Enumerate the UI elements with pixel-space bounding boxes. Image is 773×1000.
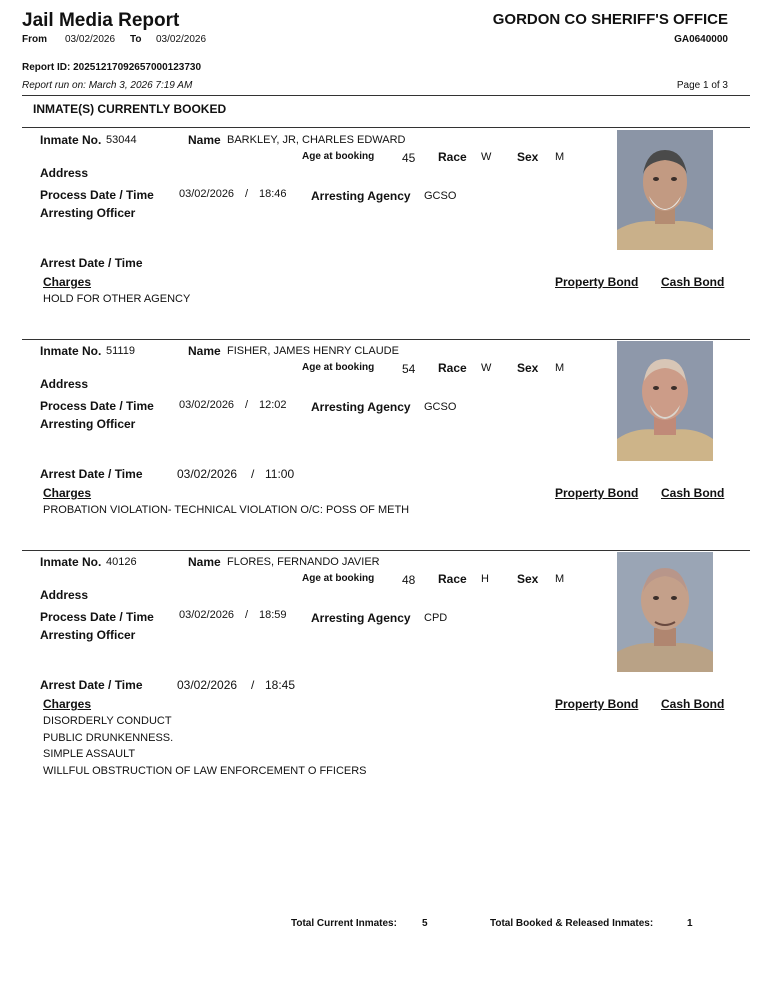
arrest-label: Arrest Date / Time <box>40 256 143 270</box>
process-label: Process Date / Time <box>40 399 154 413</box>
process-date: 03/02/2026 <box>179 188 235 200</box>
agency-label: Arresting Agency <box>311 189 411 203</box>
charge-item: DISORDERLY CONDUCT <box>43 715 172 727</box>
inmate-photo <box>617 130 713 250</box>
charges-label: Charges <box>43 486 92 500</box>
inmate-name: FLORES, FERNANDO JAVIER <box>227 556 380 568</box>
arrest-date: 03/02/2026 <box>177 467 238 481</box>
report-run: Report run on: March 3, 2026 7:19 AM <box>22 80 193 91</box>
charge-item: WILLFUL OBSTRUCTION OF LAW ENFORCEMENT O FFICERS <box>43 765 367 777</box>
charges-label: Charges <box>43 697 92 711</box>
name-label: Name <box>188 555 221 569</box>
slash: / <box>245 188 249 200</box>
age-label: Age at booking <box>302 573 375 584</box>
process-label: Process Date / Time <box>40 188 154 202</box>
record-divider <box>22 550 750 551</box>
race-label: Race <box>438 361 467 375</box>
inmate-no: 51119 <box>106 345 135 357</box>
process-date: 03/02/2026 <box>179 609 235 621</box>
to-date: 03/02/2026 <box>156 34 207 45</box>
from-label: From <box>22 34 47 45</box>
property-bond-label: Property Bond <box>555 697 639 711</box>
sex-value: M <box>555 573 565 585</box>
office-code: GA0640000 <box>674 34 728 45</box>
office-name: GORDON CO SHERIFF'S OFFICE <box>492 11 728 28</box>
agency-label: Arresting Agency <box>311 611 411 625</box>
charge-item: PROBATION VIOLATION- TECHNICAL VIOLATION O/C: POSS OF METH <box>43 504 410 516</box>
process-time: 18:59 <box>259 609 287 621</box>
from-date: 03/02/2026 <box>65 34 116 45</box>
agency-value: CPD <box>424 612 448 624</box>
report-title: Jail Media Report <box>22 10 180 31</box>
agency-value: GCSO <box>424 190 457 202</box>
section-divider <box>22 127 750 128</box>
name-label: Name <box>188 133 221 147</box>
inmate-no-label: Inmate No. <box>40 344 102 358</box>
officer-label: Arresting Officer <box>40 628 136 642</box>
arrest-time: 11:00 <box>265 467 295 481</box>
process-time: 18:46 <box>259 188 287 200</box>
age-value: 54 <box>402 362 416 376</box>
property-bond-label: Property Bond <box>555 275 639 289</box>
inmate-photo <box>617 552 713 672</box>
race-value: W <box>481 362 492 374</box>
inmate-name: BARKLEY, JR, CHARLES EDWARD <box>227 134 406 146</box>
sex-value: M <box>555 151 565 163</box>
inmate-no-label: Inmate No. <box>40 133 102 147</box>
to-label: To <box>130 34 142 45</box>
address-label: Address <box>40 377 89 391</box>
inmate-no: 40126 <box>106 556 137 568</box>
process-label: Process Date / Time <box>40 610 154 624</box>
cash-bond-label: Cash Bond <box>661 697 725 711</box>
name-label: Name <box>188 344 221 358</box>
sex-label: Sex <box>517 150 539 164</box>
agency-value: GCSO <box>424 401 457 413</box>
sex-value: M <box>555 362 565 374</box>
officer-label: Arresting Officer <box>40 206 136 220</box>
report-id: Report ID: 20251217092657000123730 <box>22 62 202 73</box>
process-date: 03/02/2026 <box>179 399 235 411</box>
inmate-no: 53044 <box>106 134 137 146</box>
record-divider <box>22 339 750 340</box>
race-value: H <box>481 573 489 585</box>
header-divider <box>22 95 750 96</box>
total-current-value: 5 <box>422 918 428 929</box>
address-label: Address <box>40 588 89 602</box>
charge-item: SIMPLE ASSAULT <box>43 748 136 760</box>
process-time: 12:02 <box>259 399 287 411</box>
charge-item: PUBLIC DRUNKENNESS. <box>43 732 174 744</box>
slash: / <box>245 399 249 411</box>
sex-label: Sex <box>517 572 539 586</box>
charges-label: Charges <box>43 275 92 289</box>
page-number: Page 1 of 3 <box>676 80 728 91</box>
cash-bond-label: Cash Bond <box>661 275 725 289</box>
arrest-label: Arrest Date / Time <box>40 678 143 692</box>
agency-label: Arresting Agency <box>311 400 411 414</box>
age-label: Age at booking <box>302 362 375 373</box>
property-bond-label: Property Bond <box>555 486 639 500</box>
address-label: Address <box>40 166 89 180</box>
inmate-no-label: Inmate No. <box>40 555 102 569</box>
race-label: Race <box>438 150 467 164</box>
cash-bond-label: Cash Bond <box>661 486 725 500</box>
slash: / <box>245 609 249 621</box>
officer-label: Arresting Officer <box>40 417 136 431</box>
age-value: 45 <box>402 151 416 165</box>
arrest-time: 18:45 <box>265 678 296 692</box>
inmate-photo <box>617 341 713 461</box>
total-current-label: Total Current Inmates: <box>291 918 397 929</box>
sex-label: Sex <box>517 361 539 375</box>
slash: / <box>251 678 255 692</box>
arrest-date: 03/02/2026 <box>177 678 238 692</box>
inmate-name: FISHER, JAMES HENRY CLAUDE <box>227 345 399 357</box>
slash: / <box>251 467 255 481</box>
total-booked-label: Total Booked & Released Inmates: <box>490 918 654 929</box>
race-value: W <box>481 151 492 163</box>
charge-item: HOLD FOR OTHER AGENCY <box>43 293 191 305</box>
age-label: Age at booking <box>302 151 375 162</box>
arrest-label: Arrest Date / Time <box>40 467 143 481</box>
age-value: 48 <box>402 573 416 587</box>
total-booked-value: 1 <box>687 918 693 929</box>
race-label: Race <box>438 572 467 586</box>
section-title: INMATE(S) CURRENTLY BOOKED <box>33 102 227 116</box>
